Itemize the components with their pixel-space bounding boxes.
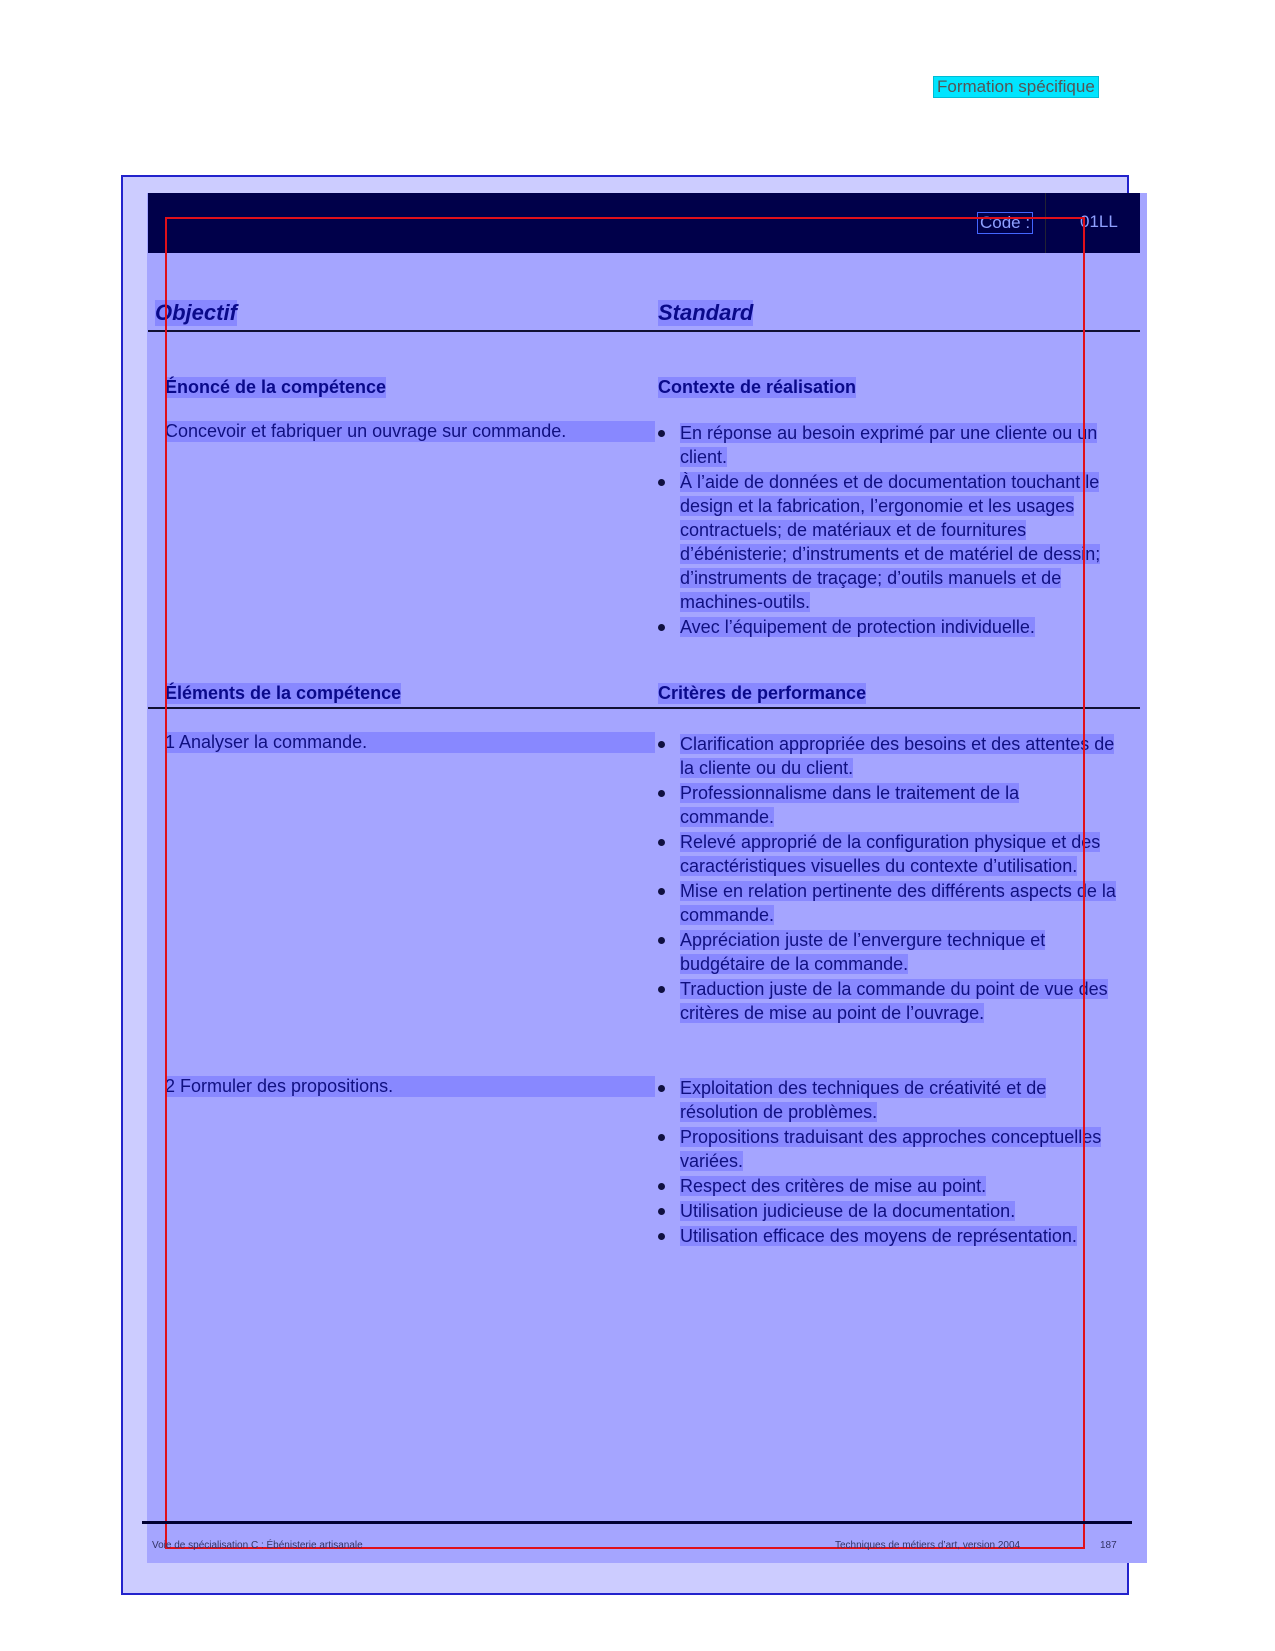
list-item: Appréciation juste de l’envergure technique et budgétaire de la commande.	[658, 928, 1118, 976]
code-divider	[1045, 193, 1046, 253]
elements-heading: Éléments de la compétence	[165, 683, 402, 703]
enonce-text: Concevoir et fabriquer un ouvrage sur commande.	[165, 421, 655, 442]
list-item: Utilisation efficace des moyens de représentation.	[658, 1224, 1118, 1248]
header-rule	[148, 330, 1140, 332]
list-item: Professionnalisme dans le traitement de la commande.	[658, 781, 1118, 829]
bullet-icon	[658, 986, 665, 993]
list-item: Mise en relation pertinente des différents aspects de la commande.	[658, 879, 1118, 927]
objectif-heading: Objectif	[155, 300, 237, 325]
list-item: Respect des critères de mise au point.	[658, 1174, 1118, 1198]
list-item: Utilisation judicieuse de la documentation.	[658, 1199, 1118, 1223]
bullet-icon	[658, 479, 665, 486]
footer-left: Voie de spécialisation C : Ébénisterie artisanale	[152, 1540, 363, 1551]
header-label: Formation spécifique	[933, 76, 1099, 98]
bullet-icon	[658, 1134, 665, 1141]
list-item: Traduction juste de la commande du point de vue des critères de mise au point de l’ouvrage.	[658, 977, 1118, 1025]
list-item: Relevé approprié de la configuration physique et des caractéristiques visuelles du contexte d’utilisation.	[658, 830, 1118, 878]
bullet-icon	[658, 1208, 665, 1215]
bullet-icon	[658, 937, 665, 944]
code-label: Code :	[977, 212, 1033, 234]
list-item: En réponse au besoin exprimé par une cliente ou un client.	[658, 421, 1118, 469]
bullet-icon	[658, 1085, 665, 1092]
footer-rule	[142, 1521, 1132, 1524]
bullet-icon	[658, 741, 665, 748]
element-2-label: 2 Formuler des propositions.	[165, 1076, 655, 1097]
bullet-icon	[658, 839, 665, 846]
list-item: Avec l’équipement de protection individuelle.	[658, 615, 1118, 639]
element-1-criteria	[658, 732, 1118, 1026]
list-item: À l’aide de données et de documentation touchant le design et la fabrication, l’ergonomie et les usages contractuels; de matériaux et de fournitures d’ébénisterie; d’instruments et de matériel de dessin; d’instruments de traçage; d’outils manuels et de machines-outils.	[658, 470, 1118, 614]
bullet-icon	[658, 1183, 665, 1190]
elements-rule	[148, 707, 1140, 709]
code-value: 01LL	[1080, 212, 1118, 231]
list-item: Exploitation des techniques de créativité et de résolution de problèmes.	[658, 1076, 1118, 1124]
contexte-list	[658, 421, 1118, 640]
list-item: Clarification appropriée des besoins et des attentes de la cliente ou du client.	[658, 732, 1118, 780]
element-2-criteria	[658, 1076, 1118, 1249]
enonce-heading: Énoncé de la compétence	[165, 377, 387, 397]
bullet-icon	[658, 430, 665, 437]
criteres-heading: Critères de performance	[658, 683, 867, 703]
contexte-heading: Contexte de réalisation	[658, 377, 857, 397]
bullet-icon	[658, 790, 665, 797]
footer-right: Techniques de métiers d’art, version 2004	[835, 1540, 1021, 1551]
page-number: 187	[1100, 1540, 1117, 1551]
standard-heading: Standard	[658, 300, 754, 325]
bullet-icon	[658, 888, 665, 895]
bullet-icon	[658, 624, 665, 631]
bullet-icon	[658, 1233, 665, 1240]
list-item: Propositions traduisant des approches conceptuelles variées.	[658, 1125, 1118, 1173]
element-1-label: 1 Analyser la commande.	[165, 732, 655, 753]
